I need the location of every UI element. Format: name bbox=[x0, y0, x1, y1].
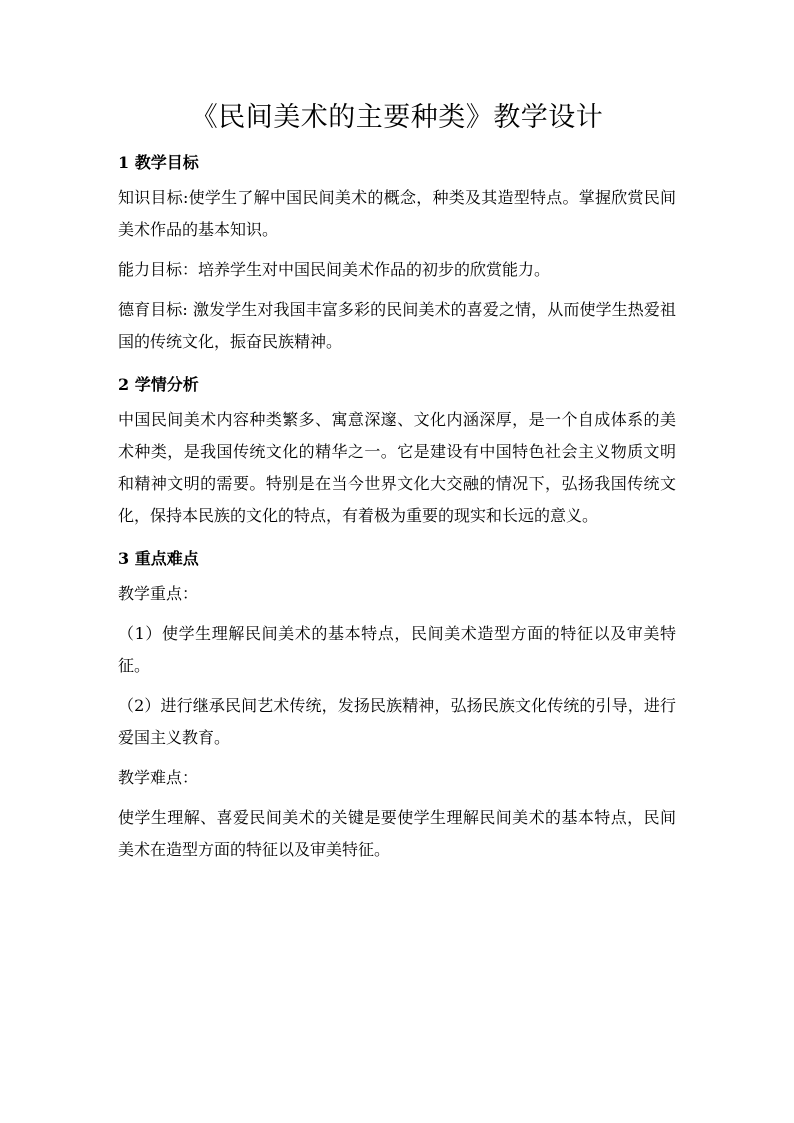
key-point-item: （2）进行继承民间艺术传统，发扬民族精神，弘扬民族文化传统的引导，进行爱国主义教育。 bbox=[118, 696, 676, 747]
section-student-analysis bbox=[118, 366, 676, 532]
difficulty-label: 教学难点： bbox=[118, 768, 199, 787]
key-points-label: 教学重点： bbox=[118, 584, 199, 603]
section-key-difficult-points bbox=[118, 540, 676, 866]
section-heading: 2 学情分析 bbox=[118, 375, 199, 394]
section-heading: 3 重点难点 bbox=[118, 549, 199, 568]
section-heading: 1 教学目标 bbox=[118, 153, 199, 172]
difficulty-paragraph: 使学生理解、喜爱民间美术的关键是要使学生理解民间美术的基本特点，民间美术在造型方面的特征以及审美特征。 bbox=[118, 808, 676, 859]
moral-objective-paragraph: 德育目标: 激发学生对我国丰富多彩的民间美术的喜爱之情，从而使学生热爱祖国的传统文化，振奋民族精神。 bbox=[118, 300, 676, 351]
section-teaching-objectives bbox=[118, 144, 676, 358]
ability-objective-paragraph: 能力目标：培养学生对中国民间美术作品的初步的欣赏能力。 bbox=[118, 260, 551, 279]
knowledge-objective-paragraph: 知识目标:使学生了解中国民间美术的概念，种类及其造型特点。掌握欣赏民间美术作品的基本知识。 bbox=[118, 188, 676, 239]
student-analysis-paragraph: 中国民间美术内容种类繁多、寓意深邃、文化内涵深厚，是一个自成体系的美术种类，是我国传统文化的精华之一。它是建设有中国特色社会主义物质文明和精神文明的需要。特别是在当今世界文化大交融的情况下，弘扬我国传统文化，保持本民族的文化的特点，有着极为重要的现实和长远的意义。 bbox=[118, 410, 676, 525]
document-title: 《民间美术的主要种类》教学设计 bbox=[190, 102, 604, 133]
key-point-item: （1）使学生理解民间美术的基本特点，民间美术造型方面的特征以及审美特征。 bbox=[118, 624, 676, 675]
